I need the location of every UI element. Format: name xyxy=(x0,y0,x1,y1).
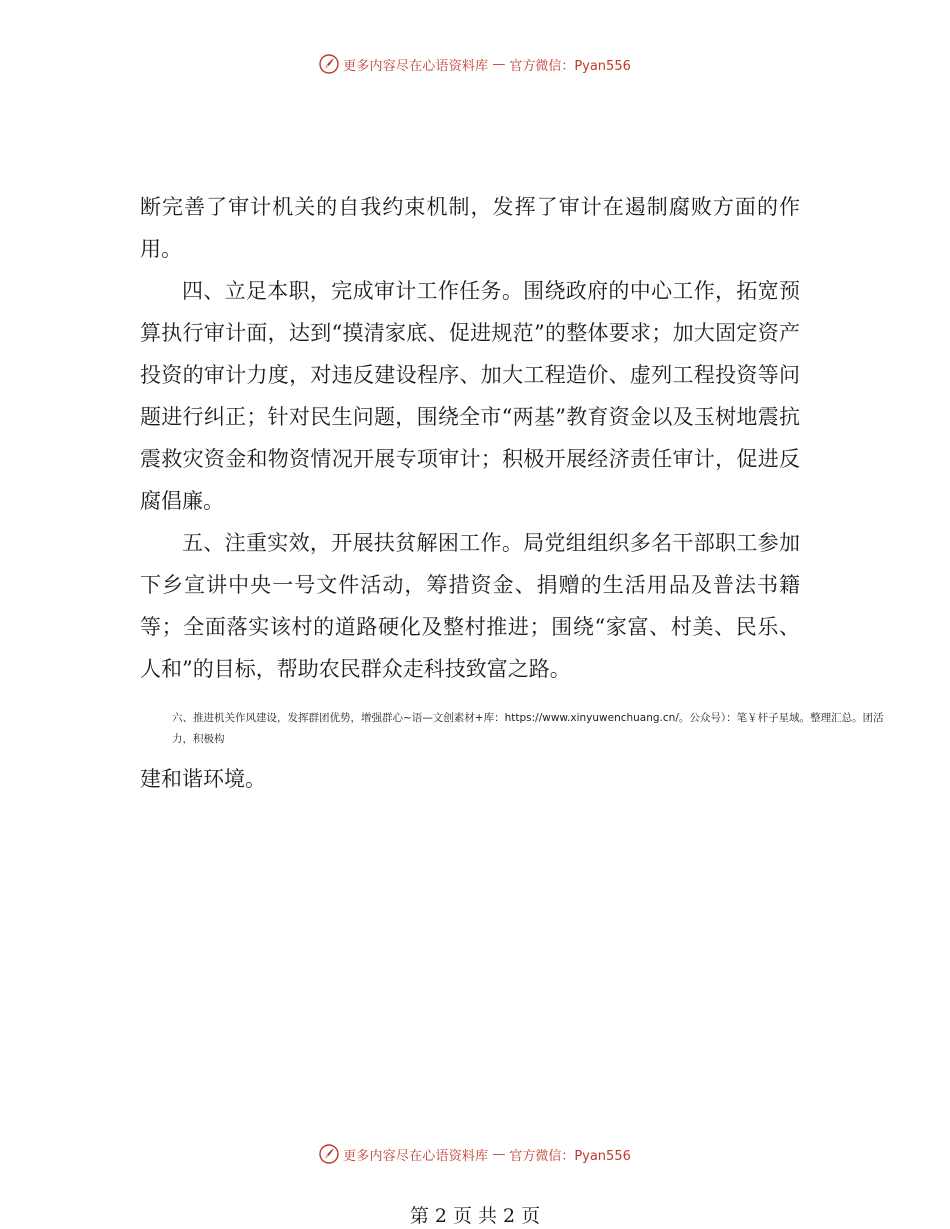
header-watermark xyxy=(0,54,950,74)
inserted-small-note: 六、推进机关作风建设，发挥群团优势，增强群心~语—文创素材+库：https://www.xinyuwenchuang.cn/。公众号）：笔￥杆子星域。整理汇总。团活力，积极构 xyxy=(172,712,884,745)
watermark-wechat-text: 官方微信：Pyan556 xyxy=(509,1148,631,1164)
footer-watermark xyxy=(0,1144,950,1164)
watermark-separator: — xyxy=(492,56,506,72)
watermark-separator: — xyxy=(492,1146,506,1162)
watermark-brand-text: 更多内容尽在心语资料库 xyxy=(343,58,489,74)
feather-pen-icon xyxy=(319,54,339,74)
page-number: 第 2 页 共 2 页 xyxy=(409,1205,541,1227)
paragraph-section-four: 四、立足本职，完成审计工作任务。围绕政府的中心工作，拓宽预算执行审计面，达到“摸清家底、促进规范”的整体要求；加大固定资产投资的审计力度，对违反建设程序、加大工程造价、虚列工程投资等问题进行纠正；针对民生问题，围绕全市“两基”教育资金以及玉树地震抗震救灾资金和物资情况开展专项审计；积极开展经济责任审计，促进反腐倡廉。 xyxy=(140,279,800,513)
paragraph-tail: 建和谐环境。 xyxy=(140,767,266,791)
document-body xyxy=(140,186,800,690)
feather-pen-icon xyxy=(319,1144,339,1164)
watermark-brand-text: 更多内容尽在心语资料库 xyxy=(343,1148,489,1164)
paragraph-section-five: 五、注重实效，开展扶贫解困工作。局党组组织多名干部职工参加下乡宣讲中央一号文件活动，筹措资金、捐赠的生活用品及普法书籍等；全面落实该村的道路硬化及整村推进；围绕“家富、村美、民乐、人和”的目标，帮助农民群众走科技致富之路。 xyxy=(140,531,800,681)
paragraph-continuation: 断完善了审计机关的自我约束机制，发挥了审计在遏制腐败方面的作用。 xyxy=(140,195,800,261)
watermark-wechat-text: 官方微信：Pyan556 xyxy=(509,58,631,74)
